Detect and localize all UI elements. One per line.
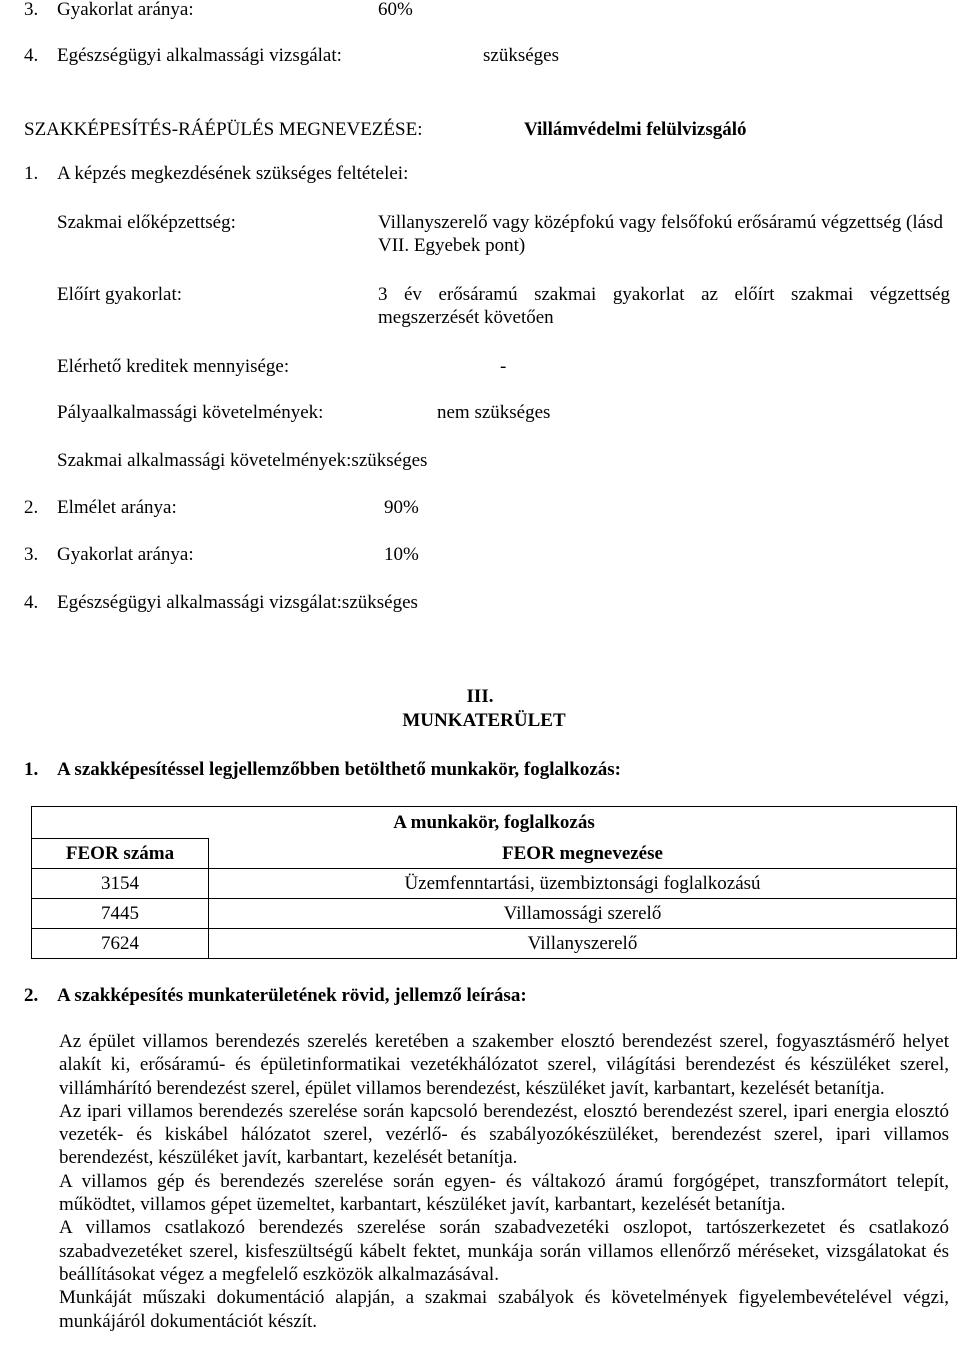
table-row: [32, 929, 957, 959]
list-number: 2.: [24, 985, 39, 1006]
addon-qualification-value: Villámvédelmi felülvizsgáló: [524, 119, 747, 140]
practice-ratio-label: Gyakorlat aránya:: [57, 0, 194, 20]
feor-code: 7624: [32, 929, 209, 959]
health-check-value: szükséges: [341, 592, 418, 613]
professional-suitability-line: [57, 449, 427, 472]
prior-training-value: Villanyszerelő vagy középfokú vagy felsőfokú erősáramú végzettség (lásd VII. Egyebek pont): [378, 212, 943, 256]
practice-ratio-value: 60%: [378, 0, 413, 20]
feor-name: Villanyszerelő: [209, 929, 957, 959]
feor-code: 3154: [32, 869, 209, 899]
column-header-code: FEOR száma: [32, 839, 209, 869]
practice-ratio-label: Gyakorlat aránya:: [57, 544, 194, 565]
table-header-row: [32, 839, 957, 869]
list-number: 4.: [24, 45, 39, 66]
requirements-heading: A képzés megkezdésének szükséges feltételei:: [57, 163, 409, 184]
list-number: 4.: [24, 592, 39, 613]
description-paragraph: Az ipari villamos berendezés szerelése során kapcsoló berendezést, elosztó berendezést szerel, ipari energia elosztó vezeték- és kiskábel hálózatot szerel, vezérlő- és szabályozókészüléket, berendezést szerel, ipari villamos berendezést, készüléket javít, karbantart, kezelését betanítja.: [59, 1100, 949, 1169]
health-check-value: szükséges: [483, 45, 559, 66]
prior-training-label: Szakmai előképzettség:: [57, 212, 236, 233]
credits-value: -: [500, 356, 507, 377]
prior-practice-value: 3 év erősáramú szakmai gyakorlat az előírt szakmai végzettség megszerzését követően: [378, 284, 950, 328]
feor-name: Üzemfenntartási, üzembiztonsági foglalkozású: [209, 869, 957, 899]
list-number: 1.: [24, 163, 39, 184]
practice-ratio-value: 10%: [384, 544, 419, 565]
addon-qualification-label: SZAKKÉPESÍTÉS-RÁÉPÜLÉS MEGNEVEZÉSE:: [24, 119, 423, 140]
description-paragraph: Az épület villamos berendezés szerelés keretében a szakember elosztó berendezést szerel, fogyasztásmérő helyet alakít ki, erősáramú- és épületinformatikai vezetékhálózatot szerel, világítási berendezést és készüléket szerel, villámhárító berendezést szerel, épület villamos berendezést, készüléket javít, karbantart, kezelését betanítja.: [59, 1031, 949, 1099]
professional-suitability-label: Szakmai alkalmassági követelmények:: [57, 450, 352, 471]
description-heading: A szakképesítés munkaterületének rövid, jellemző leírása:: [57, 985, 527, 1006]
jobs-heading: A szakképesítéssel legjellemzőbben betölthető munkakör, foglalkozás:: [57, 759, 622, 780]
feor-table: [31, 806, 957, 959]
section-number: III.: [466, 686, 494, 707]
theory-ratio-label: Elmélet aránya:: [57, 497, 177, 518]
list-number: 2.: [24, 497, 39, 518]
credits-label: Elérhető kreditek mennyisége:: [57, 356, 290, 377]
description-body: [59, 1030, 949, 1333]
table-row: [32, 899, 957, 929]
list-number: 3.: [24, 544, 39, 565]
table-title: A munkakör, foglalkozás: [32, 807, 957, 839]
health-check-label: Egészségügyi alkalmassági vizsgálat:: [57, 592, 342, 613]
list-number: 1.: [24, 759, 39, 780]
health-check-label: Egészségügyi alkalmassági vizsgálat:: [57, 45, 342, 66]
table-row: [32, 869, 957, 899]
table-title-row: [32, 807, 957, 839]
career-suitability-label: Pályaalkalmassági követelmények:: [57, 402, 324, 423]
career-suitability-value: nem szükséges: [437, 402, 551, 423]
section-title: MUNKATERÜLET: [402, 710, 566, 731]
description-paragraph: A villamos gép és berendezés szerelése során egyen- és váltakozó áramú forgógépet, transzformátort telepít, működtet, villamos gépet üzemeltet, karbantart, készüléket javít, karbantart, kezelését betanítja.: [59, 1170, 949, 1216]
description-paragraph: A villamos csatlakozó berendezés szerelése során szabadvezetéki oszlopot, tartószerkezetet és csatlakozó szabadvezetéket szerel, kisfeszültségű kábelt fektet, munkája során villamos ellenőrző méréseket, vizsgálatokat és beállításokat végez a megfelelő eszközök alkalmazásával.: [59, 1217, 949, 1285]
feor-name: Villamossági szerelő: [209, 899, 957, 929]
prior-practice-label: Előírt gyakorlat:: [57, 284, 183, 305]
professional-suitability-value: szükséges: [351, 450, 428, 471]
feor-code: 7445: [32, 899, 209, 929]
column-header-name: FEOR megnevezése: [209, 839, 957, 869]
description-paragraph: Munkáját műszaki dokumentáció alapján, a szakmai szabályok és követelmények figyelembevételével végzi, munkájáról dokumentációt készít.: [59, 1287, 949, 1332]
theory-ratio-value: 90%: [384, 497, 419, 518]
health-check-line: [57, 591, 418, 614]
list-number: 3.: [24, 0, 39, 20]
